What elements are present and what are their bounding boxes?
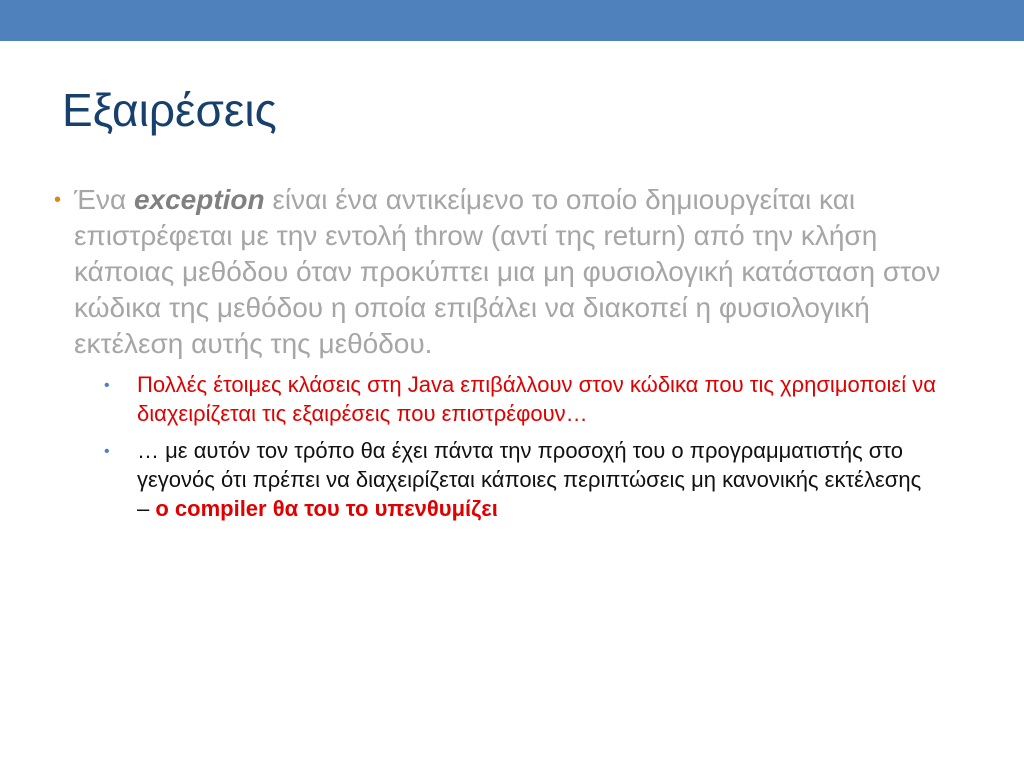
sub-bullet-list bbox=[52, 370, 952, 523]
sub-bullet-text: … με αυτόν τον τρόπο θα έχει πάντα την προσοχή του ο προγραμματιστής στο γεγονός ότι πρέπει να διαχειρίζεται κάποιες περιπτώσεις μη κανονικής εκτέλεσης – bbox=[137, 438, 922, 521]
bullet-text-post: είναι ένα αντικείμενο το οποίο δημιουργείται και επιστρέφεται με την εντολή throw (αντί της return) από την κλήση κάποιας μεθόδου όταν προκύπτει μια μη φυσιολογική κατάσταση στον κώδικα της μεθόδου η οποία επιβάλει να διακοπεί η φυσιολογική εκτέλεση αυτής της μεθόδου. bbox=[74, 184, 941, 359]
compiler-reminder-emphasis: ο compiler θα του το υπενθυμίζει bbox=[155, 496, 498, 521]
sub-bullet-icon: • bbox=[104, 443, 110, 460]
slide-title: Εξαιρέσεις bbox=[62, 84, 277, 136]
top-accent-bar bbox=[0, 0, 1024, 41]
sub-bullet-item bbox=[104, 436, 937, 523]
bullet-text-pre: Ένα bbox=[74, 184, 134, 215]
slide-body bbox=[52, 182, 952, 531]
bullet-icon: • bbox=[54, 189, 62, 211]
bullet-level1 bbox=[52, 182, 952, 362]
sub-bullet-text: Πολλές έτοιμες κλάσεις στη Java επιβάλλουν στον κώδικα που τις χρησιμοποιεί να διαχειρίζεται τις εξαιρέσεις που επιστρέφουν… bbox=[137, 372, 936, 426]
exception-keyword: exception bbox=[133, 184, 265, 215]
sub-bullet-item bbox=[104, 370, 937, 428]
sub-bullet-icon: • bbox=[104, 377, 110, 394]
